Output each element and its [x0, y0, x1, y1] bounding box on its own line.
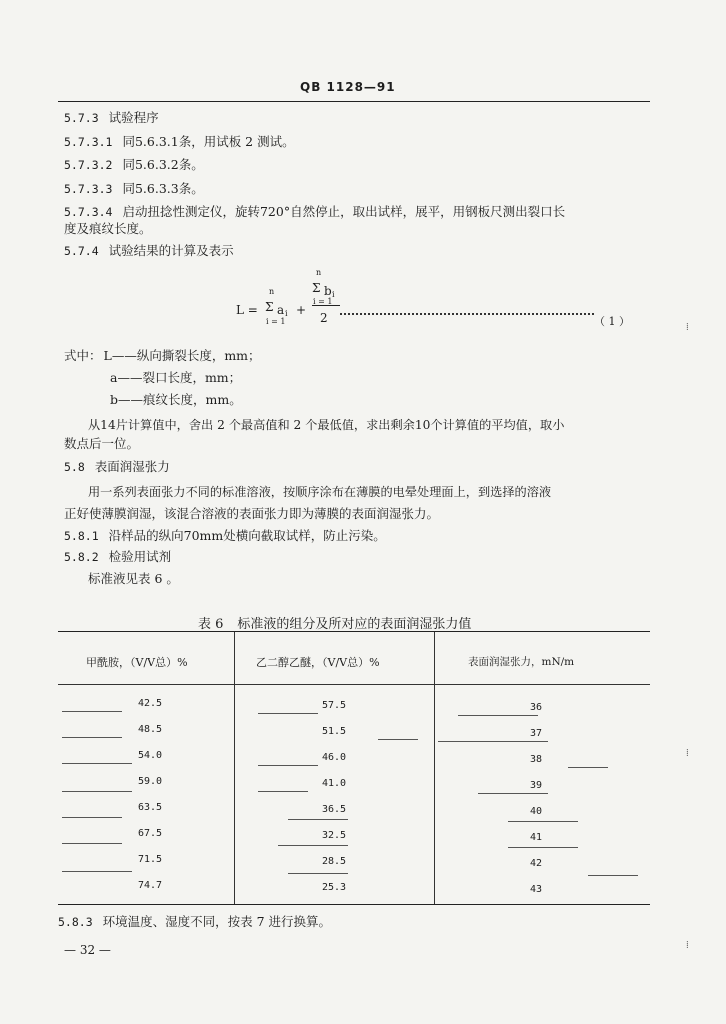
table-cell: 28.5 [322, 856, 347, 867]
table-cell: 43 [530, 884, 543, 895]
page-number: — 32 — [64, 943, 111, 957]
table-cell: 46.0 [322, 752, 347, 763]
table-cell: 51.5 [322, 726, 347, 737]
formula-plus: + [296, 303, 307, 317]
table-6 [58, 631, 650, 905]
scan-edge-mark: ⁞ [686, 940, 689, 951]
table-6-title: 标准液的组分及所对应的表面润湿张力值 [237, 617, 472, 632]
table-cell: 37 [530, 728, 543, 739]
definition-a: a——裂口长度，mm； [110, 370, 242, 385]
table-cell: 67.5 [138, 828, 163, 839]
sum2-variable: b [324, 284, 332, 298]
table-cell: 36 [530, 702, 543, 713]
table-header-wetting-tension: 表面润湿张力，mN/m [468, 656, 575, 668]
formula-lhs: L = [236, 303, 258, 317]
table-column-divider [234, 632, 235, 904]
sum1-lower-limit: i = 1 [266, 317, 286, 326]
row-rule [62, 737, 122, 738]
sum2-symbol: Σ [312, 281, 321, 295]
table-cell: 59.0 [138, 776, 163, 787]
header-rule [58, 101, 650, 102]
row-rule [62, 711, 122, 712]
table-header-divider [58, 684, 650, 685]
table-cell: 71.5 [138, 854, 163, 865]
sum2-lower-limit: i = 1 [313, 297, 333, 306]
row-rule [508, 821, 578, 822]
sum1-variable: a [277, 303, 285, 317]
row-rule [568, 767, 608, 768]
sum1-symbol: Σ [265, 300, 274, 314]
fraction-bar [312, 305, 340, 306]
table-cell: 41 [530, 832, 543, 843]
row-rule [588, 875, 638, 876]
table-cell: 41.0 [322, 778, 347, 789]
row-rule [288, 873, 348, 874]
row-rule [62, 817, 122, 818]
formula-1 [236, 268, 636, 335]
clause-5-7-3: 5.7.3 试验程序 [64, 110, 159, 125]
table-cell: 25.3 [322, 882, 347, 893]
clause-5-7-3-2: 5.7.3.2 同5.6.3.2条。 [64, 157, 204, 172]
row-rule [62, 871, 132, 872]
row-rule [258, 765, 318, 766]
table-cell: 32.5 [322, 830, 347, 841]
table-cell: 39 [530, 780, 543, 791]
row-rule [62, 791, 132, 792]
row-rule [258, 791, 308, 792]
sum1-upper-limit: n [269, 287, 275, 296]
calc-paragraph-line1: 从14片计算值中，舍出 2 个最高值和 2 个最低值，求出剩余10个计算值的平均值，取小 [88, 418, 565, 432]
row-rule [478, 793, 548, 794]
table-cell: 42 [530, 858, 543, 869]
row-rule [458, 715, 538, 716]
table-6-caption [198, 613, 471, 632]
clause-5-7-4: 5.7.4 试验结果的计算及表示 [64, 243, 234, 258]
table-cell: 38 [530, 754, 543, 765]
sum1-subscript: i [285, 309, 288, 318]
row-rule [62, 763, 132, 764]
row-rule [258, 713, 318, 714]
clause-5-8-2-body: 标准液见表 6 。 [88, 571, 179, 586]
scan-edge-mark: ⁞ [686, 748, 689, 759]
clause-5-7-3-1: 5.7.3.1 同5.6.3.1条，用试板 2 测试。 [64, 134, 295, 149]
scan-edge-mark: ⁞ [686, 322, 689, 333]
row-rule [62, 843, 122, 844]
clause-5-8-1: 5.8.1 沿样品的纵向70mm处横向截取试样，防止污染。 [64, 528, 386, 543]
row-rule [278, 845, 348, 846]
table-cell: 57.5 [322, 700, 347, 711]
table-6-number: 表 6 [198, 617, 224, 632]
row-rule [438, 741, 548, 742]
equation-number: （ 1 ） [594, 315, 630, 328]
section-5-8-heading: 5.8 表面润湿张力 [64, 459, 170, 474]
table-cell: 48.5 [138, 724, 163, 735]
standard-code-header: QB 1128—91 [300, 80, 396, 94]
table-column-divider [434, 632, 435, 904]
table-cell: 63.5 [138, 802, 163, 813]
definition-b: b——痕纹长度，mm。 [110, 392, 242, 407]
table-cell: 42.5 [138, 698, 163, 709]
table-header-formamide: 甲酰胺，（V/V总）% [86, 656, 188, 669]
table-cell: 40 [530, 806, 543, 817]
row-rule [508, 847, 578, 848]
table-cell: 54.0 [138, 750, 163, 761]
row-rule [378, 739, 418, 740]
definition-L: 式中： L——纵向撕裂长度，mm； [64, 348, 261, 363]
table-cell: 74.7 [138, 880, 163, 891]
formula-leader-dots [340, 313, 594, 315]
clause-5-8-2: 5.8.2 检验用试剂 [64, 549, 172, 564]
sum2-subscript: i [332, 290, 335, 299]
sum2-upper-limit: n [316, 268, 322, 277]
table-cell: 36.5 [322, 804, 347, 815]
clause-5-7-3-3: 5.7.3.3 同5.6.3.3条。 [64, 181, 204, 196]
clause-5-7-3-4-continued: 度及痕纹长度。 [64, 221, 152, 236]
clause-5-8-3: 5.8.3 环境温度、湿度不同，按表 7 进行换算。 [58, 914, 332, 929]
section-5-8-paragraph-line1: 用一系列表面张力不同的标准溶液，按顺序涂布在薄膜的电晕处理面上，到选择的溶液 [88, 485, 552, 499]
table-header-ethylene-glycol-ether: 乙二醇乙醚，（V/V总）% [256, 656, 380, 669]
formula-denominator: 2 [320, 311, 328, 325]
row-rule [288, 819, 348, 820]
section-5-8-paragraph-line2: 正好使薄膜润湿，该混合溶液的表面张力即为薄膜的表面润湿张力。 [64, 506, 440, 521]
clause-5-7-3-4: 5.7.3.4 启动扭捻性测定仪，旋转720°自然停止，取出试样，展平，用钢板尺测出裂口长 [64, 204, 566, 219]
calc-paragraph-line2: 数点后一位。 [64, 436, 140, 451]
